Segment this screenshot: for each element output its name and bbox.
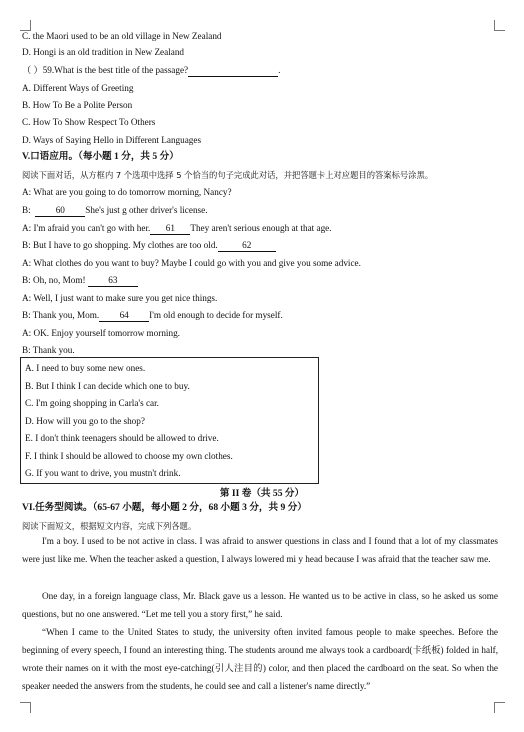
section-5-instruction: 阅读下面对话，从方框内 7 个选项中选择 5 个恰当的句子完成此对话，并把答题卡上对应题目的答案标号涂黑。 bbox=[22, 170, 434, 180]
box-option-g: G. If you want to drive, you mustn't drink. bbox=[25, 468, 181, 478]
part-2-title: 第 II 卷（共 55 分） bbox=[219, 488, 305, 499]
box-option-b: B. But I think I can decide which one to buy. bbox=[25, 381, 190, 391]
blank-63[interactable]: 63 bbox=[88, 274, 138, 287]
passage-paragraph-2: One day, in a foreign language class, Mr. Black gave us a lesson. He wanted us to be active in class, so he asked us some questions, but no one answered. “Let me tell you a story first,” he said. bbox=[22, 591, 498, 619]
blank-62[interactable]: 62 bbox=[218, 239, 276, 252]
q59-option-a: A. Different Ways of Greeting bbox=[22, 83, 134, 93]
question-59-text: （ ）59.What is the best title of the passage? bbox=[22, 65, 189, 75]
option-c-line: C. the Maori used to be an old village in New Zealand bbox=[22, 31, 222, 41]
dialogue-line: B: Thank you. bbox=[22, 345, 75, 355]
question-59-blank[interactable] bbox=[188, 64, 278, 77]
blank-60[interactable]: 60 bbox=[35, 204, 85, 217]
box-option-e: E. I don't think teenagers should be allowed to drive. bbox=[25, 433, 219, 443]
dialogue-line: B: Thank you, Mom. 64 I'm old enough to decide for myself. bbox=[22, 310, 283, 320]
q59-option-c: C. How To Show Respect To Others bbox=[22, 117, 156, 127]
dialogue-line: B: Oh, no, Mom! 63 bbox=[22, 274, 138, 287]
passage-paragraph-1: I'm a boy. I used to be not active in class. I was afraid to answer questions in class and I found that a lot of my classmates were just like me. When the teacher asked a question, I always lowered mi y head because I was afraid that the teacher saw me. bbox=[22, 536, 498, 564]
crop-mark-bottom-right bbox=[494, 702, 505, 713]
dialogue-line: A: What are you going to do tomorrow morning, Nancy? bbox=[22, 187, 232, 197]
section-6-title: VI.任务型阅读。（65-67 小题，每小题 2 分，68 小题 3 分，共 9 分） bbox=[22, 502, 307, 513]
dialogue-line: B: 60 She's just g other driver's license. bbox=[22, 205, 208, 215]
dialogue-line: A: Well, I just want to make sure you get nice things. bbox=[22, 293, 218, 303]
question-59: （ ）59.What is the best title of the passage? . bbox=[22, 65, 281, 75]
box-option-c: C. I'm going shopping in Carla's car. bbox=[25, 398, 159, 408]
box-option-a: A. I need to buy some new ones. bbox=[25, 363, 146, 373]
section-6-instruction: 阅读下面短文，根据短文内容，完成下列各题。 bbox=[22, 521, 197, 531]
box-option-d: D. How will you go to the shop? bbox=[25, 416, 145, 426]
crop-mark-top-right bbox=[494, 20, 505, 31]
dialogue-line: A: What clothes do you want to buy? Maybe I could go with you and give you some advice. bbox=[22, 258, 361, 268]
blank-64[interactable]: 64 bbox=[99, 309, 149, 322]
passage-paragraph-3: “When I came to the United States to study, the university often invited famous people to make speeches. Before the beginning of every speech, I found an interesting thing. The students around me always took a cardboard(卡纸板) folded in half, wrote their names on it with the most eye-catching(引人注目的) color, and then placed the cardboard on the seat. So when the speaker needed the answers from the students, he could see and call a listener's name directly.” bbox=[22, 627, 498, 691]
q59-option-b: B. How To Be a Polite Person bbox=[22, 100, 133, 110]
dialogue-line: A: I'm afraid you can't go with her. 61 They aren't serious enough at that age. bbox=[22, 223, 332, 233]
q59-option-d: D. Ways of Saying Hello in Different Languages bbox=[22, 135, 202, 145]
crop-mark-bottom-left bbox=[20, 702, 31, 713]
dialogue-line: B: But I have to go shopping. My clothes are too old. 62 bbox=[22, 239, 276, 252]
dialogue-line: A: OK. Enjoy yourself tomorrow morning. bbox=[22, 328, 180, 338]
section-5-title: V.口语应用。（每小题 1 分，共 5 分） bbox=[22, 151, 179, 162]
blank-61[interactable]: 61 bbox=[150, 222, 190, 235]
box-option-f: F. I think I should be allowed to choose my own clothes. bbox=[25, 451, 233, 461]
option-d-line: D. Hongi is an old tradition in New Zealand bbox=[22, 47, 185, 57]
